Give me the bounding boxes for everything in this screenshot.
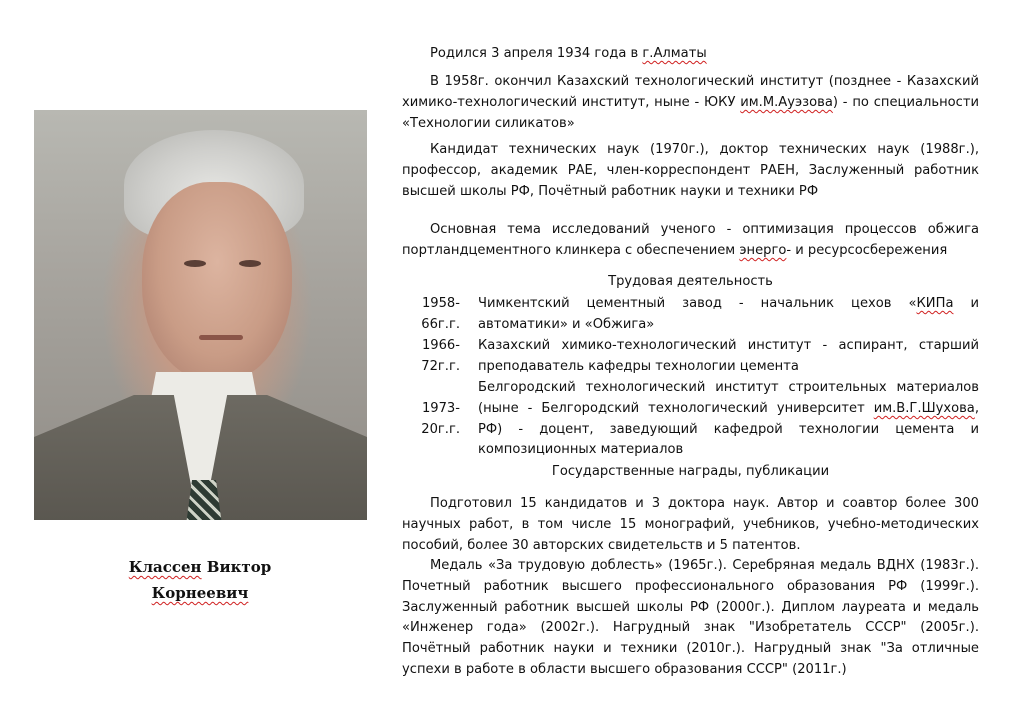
- portrait-mouth: [199, 335, 243, 340]
- bio-research: Основная тема исследований ученого - оптимизация процессов обжига портландцементного клинкера с обеспечением энерго- и ресурсосбережения: [402, 222, 979, 258]
- career-row: [402, 294, 979, 336]
- bio-born: Родился 3 апреля 1934 года в г.Алматы: [430, 46, 707, 61]
- person-name-line2: Корнеевич: [151, 584, 249, 602]
- career-description: Белгородский технологический институт строительных материалов (ныне - Белгородский технологический университет им.В.Г.Шухова, РФ) - доцент, заведующий кафедрой технологии цемента и композиционных материалов: [478, 380, 979, 458]
- person-name-line1: Классен Виктор: [128, 558, 272, 576]
- bio-education: В 1958г. окончил Казахский технологический институт (позднее - Казахский химико-технологический институт, ныне - ЮКУ им.М.Ауэзова) - по специальности «Технологии силикатов»: [402, 74, 979, 131]
- portrait-eye-right: [239, 260, 261, 267]
- awards-heading: Государственные награды, публикации: [551, 464, 830, 479]
- career-description: Казахский химико-технологический институт - аспирант, старший преподаватель кафедры технологии цемента: [478, 338, 979, 374]
- career-years: 1973- 20г.г.: [421, 401, 460, 437]
- awards-publications: Подготовил 15 кандидатов и 3 доктора наук. Автор и соавтор более 300 научных работ, в том числе 15 монографий, учебников, учебно-методических пособий, более 30 авторских свидетельств и 5 патентов.: [402, 496, 979, 553]
- portrait-face: [142, 182, 292, 382]
- portrait-photo: [34, 110, 367, 520]
- portrait-eye-left: [184, 260, 206, 267]
- awards-medals: Медаль «За трудовую доблесть» (1965г.). Серебряная медаль ВДНХ (1983г.). Почетный работник высшего профессионального образования РФ (1999г.). Заслуженный работник высшей школы РФ (2000г.). Диплом лауреата и медаль «Инженер года» (2002г.). Нагрудный знак "Изобретатель СССР" (2005г.). Почётный работник науки и техники (2010г.). Нагрудный знак "За отличные успехи в работе в области высшего образования СССР" (2011г.): [402, 558, 979, 677]
- career-row: [402, 336, 979, 378]
- career-heading: Трудовая деятельность: [608, 274, 773, 289]
- career-years: 1958- 66г.г.: [421, 296, 460, 332]
- career-row: [402, 378, 979, 462]
- career-description: Чимкентский цементный завод - начальник цехов «КИПа и автоматики» и «Обжига»: [478, 296, 979, 332]
- bio-degrees: Кандидат технических наук (1970г.), доктор технических наук (1988г.), профессор, академик РАЕ, член-корреспондент РАЕН, Заслуженный работник высшей школы РФ, Почётный работник науки и техники РФ: [402, 142, 979, 199]
- career-years: 1966- 72г.г.: [421, 338, 460, 374]
